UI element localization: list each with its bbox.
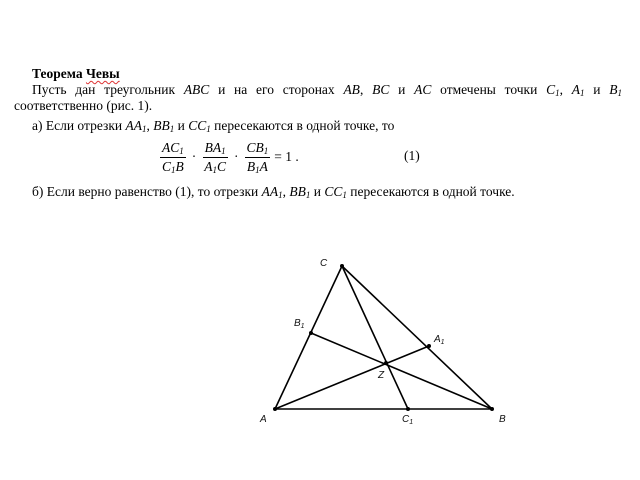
label-c1: $C_1$ xyxy=(402,414,414,426)
statement-line-2: соответственно (рис. 1). xyxy=(14,98,153,113)
vertex-c-dot xyxy=(340,264,344,268)
cevian-cc1-line xyxy=(342,266,408,409)
text-run: и xyxy=(310,184,325,199)
point-b1: $B_1$ xyxy=(609,82,622,98)
label-b: B xyxy=(499,414,506,425)
theorem-title xyxy=(32,66,120,82)
text-run: и xyxy=(174,118,189,133)
vertex-a-dot xyxy=(273,407,277,411)
text-run: , xyxy=(146,118,154,133)
text-run: и на его сторонах xyxy=(209,82,344,97)
side-bc-line xyxy=(342,266,492,409)
text-run: и xyxy=(389,82,415,97)
fraction-3: $\frac{CB_1}{B_1A}$ xyxy=(246,139,269,175)
segment-bb1: $BB_1$ xyxy=(153,118,175,134)
label-a1: $A_1$ xyxy=(434,334,445,346)
text-run: а) Если отрезки xyxy=(32,118,126,133)
segment-bb1: $BB_1$ xyxy=(289,184,311,200)
text-run: б) Если верно равенство (1), то отрезки xyxy=(32,184,262,199)
text-run: , xyxy=(559,82,572,97)
side-ac: AC xyxy=(414,82,432,97)
segment-cc1: $CC_1$ xyxy=(188,118,211,134)
triangle-figure xyxy=(258,258,518,436)
ceva-formula xyxy=(158,136,303,178)
text-run: , xyxy=(359,82,373,97)
segment-aa1: $AA_1$ xyxy=(261,184,283,200)
label-z: Z xyxy=(378,370,385,381)
point-b1-dot xyxy=(309,331,313,335)
point-c1: $C_1$ xyxy=(546,82,560,98)
equation-number: (1) xyxy=(404,148,420,163)
triangle-drawing xyxy=(258,258,518,436)
segment-cc1: $CC_1$ xyxy=(324,184,347,200)
label-c: C xyxy=(320,258,328,269)
text-run: отмечены точки xyxy=(431,82,547,97)
triangle-abc: ABC xyxy=(183,82,210,97)
multiply-dot: · xyxy=(191,149,197,164)
point-a1: $A_1$ xyxy=(571,82,585,98)
point-c1-dot xyxy=(406,407,410,411)
cevian-bb1-line xyxy=(311,333,492,409)
point-z-dot xyxy=(384,361,388,365)
text-run: Пусть дан треугольник xyxy=(32,82,184,97)
item-a xyxy=(32,118,394,134)
vertex-b-dot xyxy=(490,407,494,411)
multiply-dot: · xyxy=(234,149,239,164)
side-bc: BC xyxy=(372,82,390,97)
fraction-1: $\frac{AC_1}{C_1B}$ xyxy=(162,139,184,175)
side-ab: AB xyxy=(343,82,360,97)
label-a: A xyxy=(260,414,267,425)
statement-line-1 xyxy=(14,82,622,98)
side-ac-line xyxy=(275,266,342,409)
title-name-misspelled[interactable]: Чевы xyxy=(85,66,120,81)
fraction-2: $\frac{BA_1}{A_1C}$ xyxy=(204,139,227,175)
item-b xyxy=(32,184,515,200)
text-run: и xyxy=(584,82,610,97)
theorem-statement xyxy=(14,82,622,114)
text-run: пересекаются в одной точке. xyxy=(346,184,515,199)
title-prefix: Теорема xyxy=(32,66,86,81)
segment-aa1: $AA_1$ xyxy=(125,118,147,134)
text-run: , xyxy=(282,184,290,199)
equals-one: = 1 . xyxy=(274,149,299,164)
cevian-aa1-line xyxy=(275,346,429,409)
label-b1: $B_1$ xyxy=(294,318,305,330)
point-a1-dot xyxy=(427,344,431,348)
text-run: пересекаются в одной точке, то xyxy=(210,118,395,133)
